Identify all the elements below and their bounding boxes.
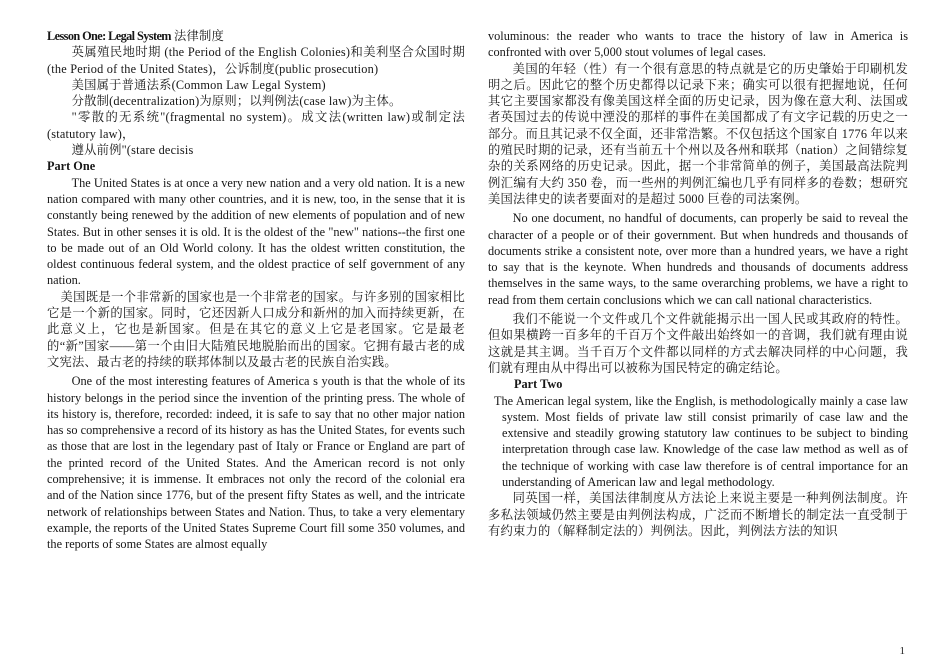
right-column xyxy=(488,28,908,539)
intro-line-1: 英属殖民地时期 (the Period of the English Colonies)和美利坚合众国时期(the Period of the United States)，公诉制度(public prosecution) xyxy=(47,45,465,76)
paragraph-1-cn: 美国既是一个非常新的国家也是一个非常老的国家。与许多别的国家相比它是一个新的国家。同时，它还因新人口成分和新州的加入而持续更新，在此意义上，它也是新国家。但是在其它的意义上它是老国家。它是最老的“新”国家——第一个由旧大陆殖民地脱胎而出的国家。它拥有最古老的成文宪法、最古老的持续的联邦体制以及最古老的民族自治实践。 xyxy=(47,289,465,369)
lesson-title xyxy=(47,28,465,44)
part-two-heading: Part Two xyxy=(514,377,563,392)
paragraph-3-cn: 我们不能说一个文件或几个文件就能揭示出一国人民或其政府的特性。但如果横跨一百多年的千百万个文件敲出始终如一的音调，我们就有理由说这就是其主调。当千百万个文件都以同样的方式去解决同样的中心问题，我们就有理由从中得出可以被称为国民特定的确定结论。 xyxy=(488,312,908,375)
intro-line-5: 遵从前例"(stare decisis xyxy=(71,143,194,158)
part-one-heading: Part One xyxy=(47,159,96,174)
lesson-title-en: Lesson One: Legal System xyxy=(47,29,171,43)
paragraph-4-en: The American legal system, like the English, is methodologically mainly a case law system. Most fields of private law still consist primarily of case law and the extensive and steadily growing statutory law continues to be subject to binding interpretation through case law. Knowledge of the case law method as well as of the technique of working with case law therefore is of central importance for an understanding of American law and legal methodology. xyxy=(494,393,908,490)
paragraph-1-en: The United States is at once a very new nation and a very old nation. It is a new nation compared with many other countries, and it is new, too, in the sense that it is constantly being renewed by the addition of new elements of population and of new States. But in other senses it is old. It is the oldest of the "new" nations--the first one to be made out of an Old World colony. It has the oldest written constitution, the oldest continuous federal system, and the oldest practice of self government of any nation. xyxy=(47,175,465,288)
left-column xyxy=(47,28,465,553)
paragraph-2-en-continued: voluminous: the reader who wants to trace the history of law in America is confronted with over 5,000 stout volumes of legal cases. xyxy=(488,29,908,60)
paragraph-3-en: No one document, no handful of documents, can properly be said to reveal the character of a people or of their government. But when hundreds and thousands of documents strike a consistent note, over more than a hundred years, we have a right to say that is the keynote. When hundreds and thousands of documents address themselves in the same ways, to the same overarching problems, we have a right to read from them certain conclusions which we can call national characteristics. xyxy=(488,211,908,307)
intro-line-4: "零散的无系统"(fragmental no system)。成文法(written law)或制定法(statutory law)， xyxy=(47,110,465,141)
paragraph-4-cn: 同英国一样，美国法律制度从方法论上来说主要是一种判例法制度。许多私法领域仍然主要是由判例法构成，广泛而不断增长的制定法一直受制于有约束力的（解释制定法的）判例法。因此，判例法方法的知识 xyxy=(488,491,908,538)
lesson-title-cn: 法律制度 xyxy=(174,29,225,43)
page-number: 1 xyxy=(899,645,905,657)
paragraph-2-cn: 美国的年轻（性）有一个很有意思的特点就是它的历史肇始于印刷机发明之后。因此它的整个历史都得以记录下来；确实可以很有把握地说，任何其它主要国家都没有像美国这样全面的历史记录，因为像在意大利、法国或者英国过去的传说中湮没的那样的事件在美国都成了有文字记载的历史之一部分。而且其记录不仅全面，还非常浩繁。不仅包括这个国家自 1776 年以来的殖民时期的记录，还有当前五十个州以及各州和联邦（nation）之间错综复杂的关系网络的历史记录。因此，据一个非常简单的例子，美国最高法院判例汇编有大约 350 卷，而一些州的判例汇编也几乎有同样多的卷数；想研究美国法律史的读者要面对的是超过 5000 巨卷的司法案例。 xyxy=(488,61,908,206)
paragraph-2-en: One of the most interesting features of America s youth is that the whole of its history belongs in the period since the invention of the printing press. The whole of its history is, therefore, recorded: indeed, it is safe to say that no other major nation has so comprehensive a record of its history as has the United States, for events such as those that are lost in the legendary past of Italy or France or England are part of the printed record of the United States. And the American record is not only comprehensive; it is immense. It embraces not only the record of the colonial era and of the Nation since 1776, but of the present fifty States as well, and the intricate network of relationships between States and Nation. Thus, to take a very elementary example, the reports of the United States Supreme Court fill some 350 volumes, and the reports of some States are almost equally xyxy=(47,374,465,552)
intro-line-3: 分散制(decentralization)为原则；以判例法(case law)为主体。 xyxy=(71,94,402,109)
intro-line-2: 美国属于普通法系(Common Law Legal System) xyxy=(71,77,326,92)
